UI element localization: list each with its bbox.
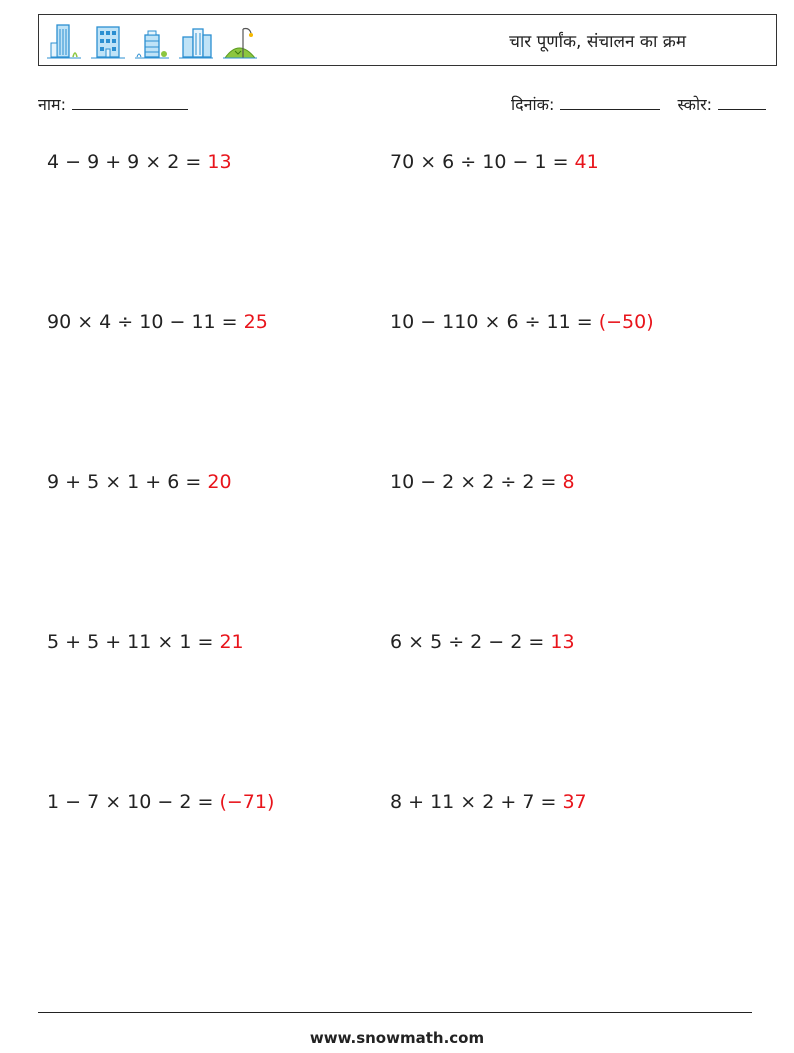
problem-6	[390, 471, 575, 493]
problem-expression: 9 + 5 × 1 + 6 =	[47, 471, 202, 493]
problem-9	[47, 791, 274, 813]
problem-8	[390, 631, 575, 653]
problem-answer: 13	[207, 151, 232, 173]
city-buildings-icon	[177, 21, 215, 61]
worksheet-title: चार पूर्णांक, संचालन का क्रम	[509, 32, 686, 52]
problem-4	[390, 311, 654, 333]
date-blank[interactable]	[560, 93, 660, 110]
problem-answer: (−71)	[219, 791, 275, 813]
name-label: नाम:	[38, 95, 66, 114]
problem-3	[47, 311, 268, 333]
problem-expression: 10 − 2 × 2 ÷ 2 =	[390, 471, 557, 493]
problem-5	[47, 471, 232, 493]
footer-site-link[interactable]: www.snowmath.com	[309, 1029, 485, 1047]
problem-expression: 5 + 5 + 11 × 1 =	[47, 631, 214, 653]
problem-2	[390, 151, 599, 173]
problem-expression: 70 × 6 ÷ 10 − 1 =	[390, 151, 569, 173]
problem-expression: 1 − 7 × 10 − 2 =	[47, 791, 214, 813]
problem-expression: 4 − 9 + 9 × 2 =	[47, 151, 202, 173]
problem-answer: 25	[243, 311, 268, 333]
problem-10	[390, 791, 587, 813]
date-label: दिनांक:	[511, 95, 555, 114]
problem-expression: 8 + 11 × 2 + 7 =	[390, 791, 557, 813]
footer-divider	[38, 1012, 752, 1013]
problem-answer: 37	[562, 791, 587, 813]
office-building-icon	[89, 21, 127, 61]
problem-7	[47, 631, 244, 653]
problem-answer: 13	[550, 631, 575, 653]
name-blank[interactable]	[72, 93, 188, 110]
score-label: स्कोर:	[677, 95, 713, 114]
park-lamp-icon	[221, 21, 259, 61]
date-score-fields	[511, 93, 766, 115]
problem-expression: 6 × 5 ÷ 2 − 2 =	[390, 631, 545, 653]
problem-answer: 8	[562, 471, 575, 493]
problem-answer: (−50)	[598, 311, 654, 333]
header-icons	[45, 21, 259, 61]
problem-answer: 41	[574, 151, 599, 173]
score-blank[interactable]	[718, 93, 766, 110]
problem-expression: 90 × 4 ÷ 10 − 11 =	[47, 311, 238, 333]
problem-1	[47, 151, 232, 173]
problem-answer: 20	[207, 471, 232, 493]
name-field	[38, 93, 188, 115]
worksheet-header	[38, 14, 777, 66]
problem-answer: 21	[219, 631, 244, 653]
tall-building-icon	[45, 21, 83, 61]
problem-expression: 10 − 110 × 6 ÷ 11 =	[390, 311, 593, 333]
small-building-icon	[133, 21, 171, 61]
